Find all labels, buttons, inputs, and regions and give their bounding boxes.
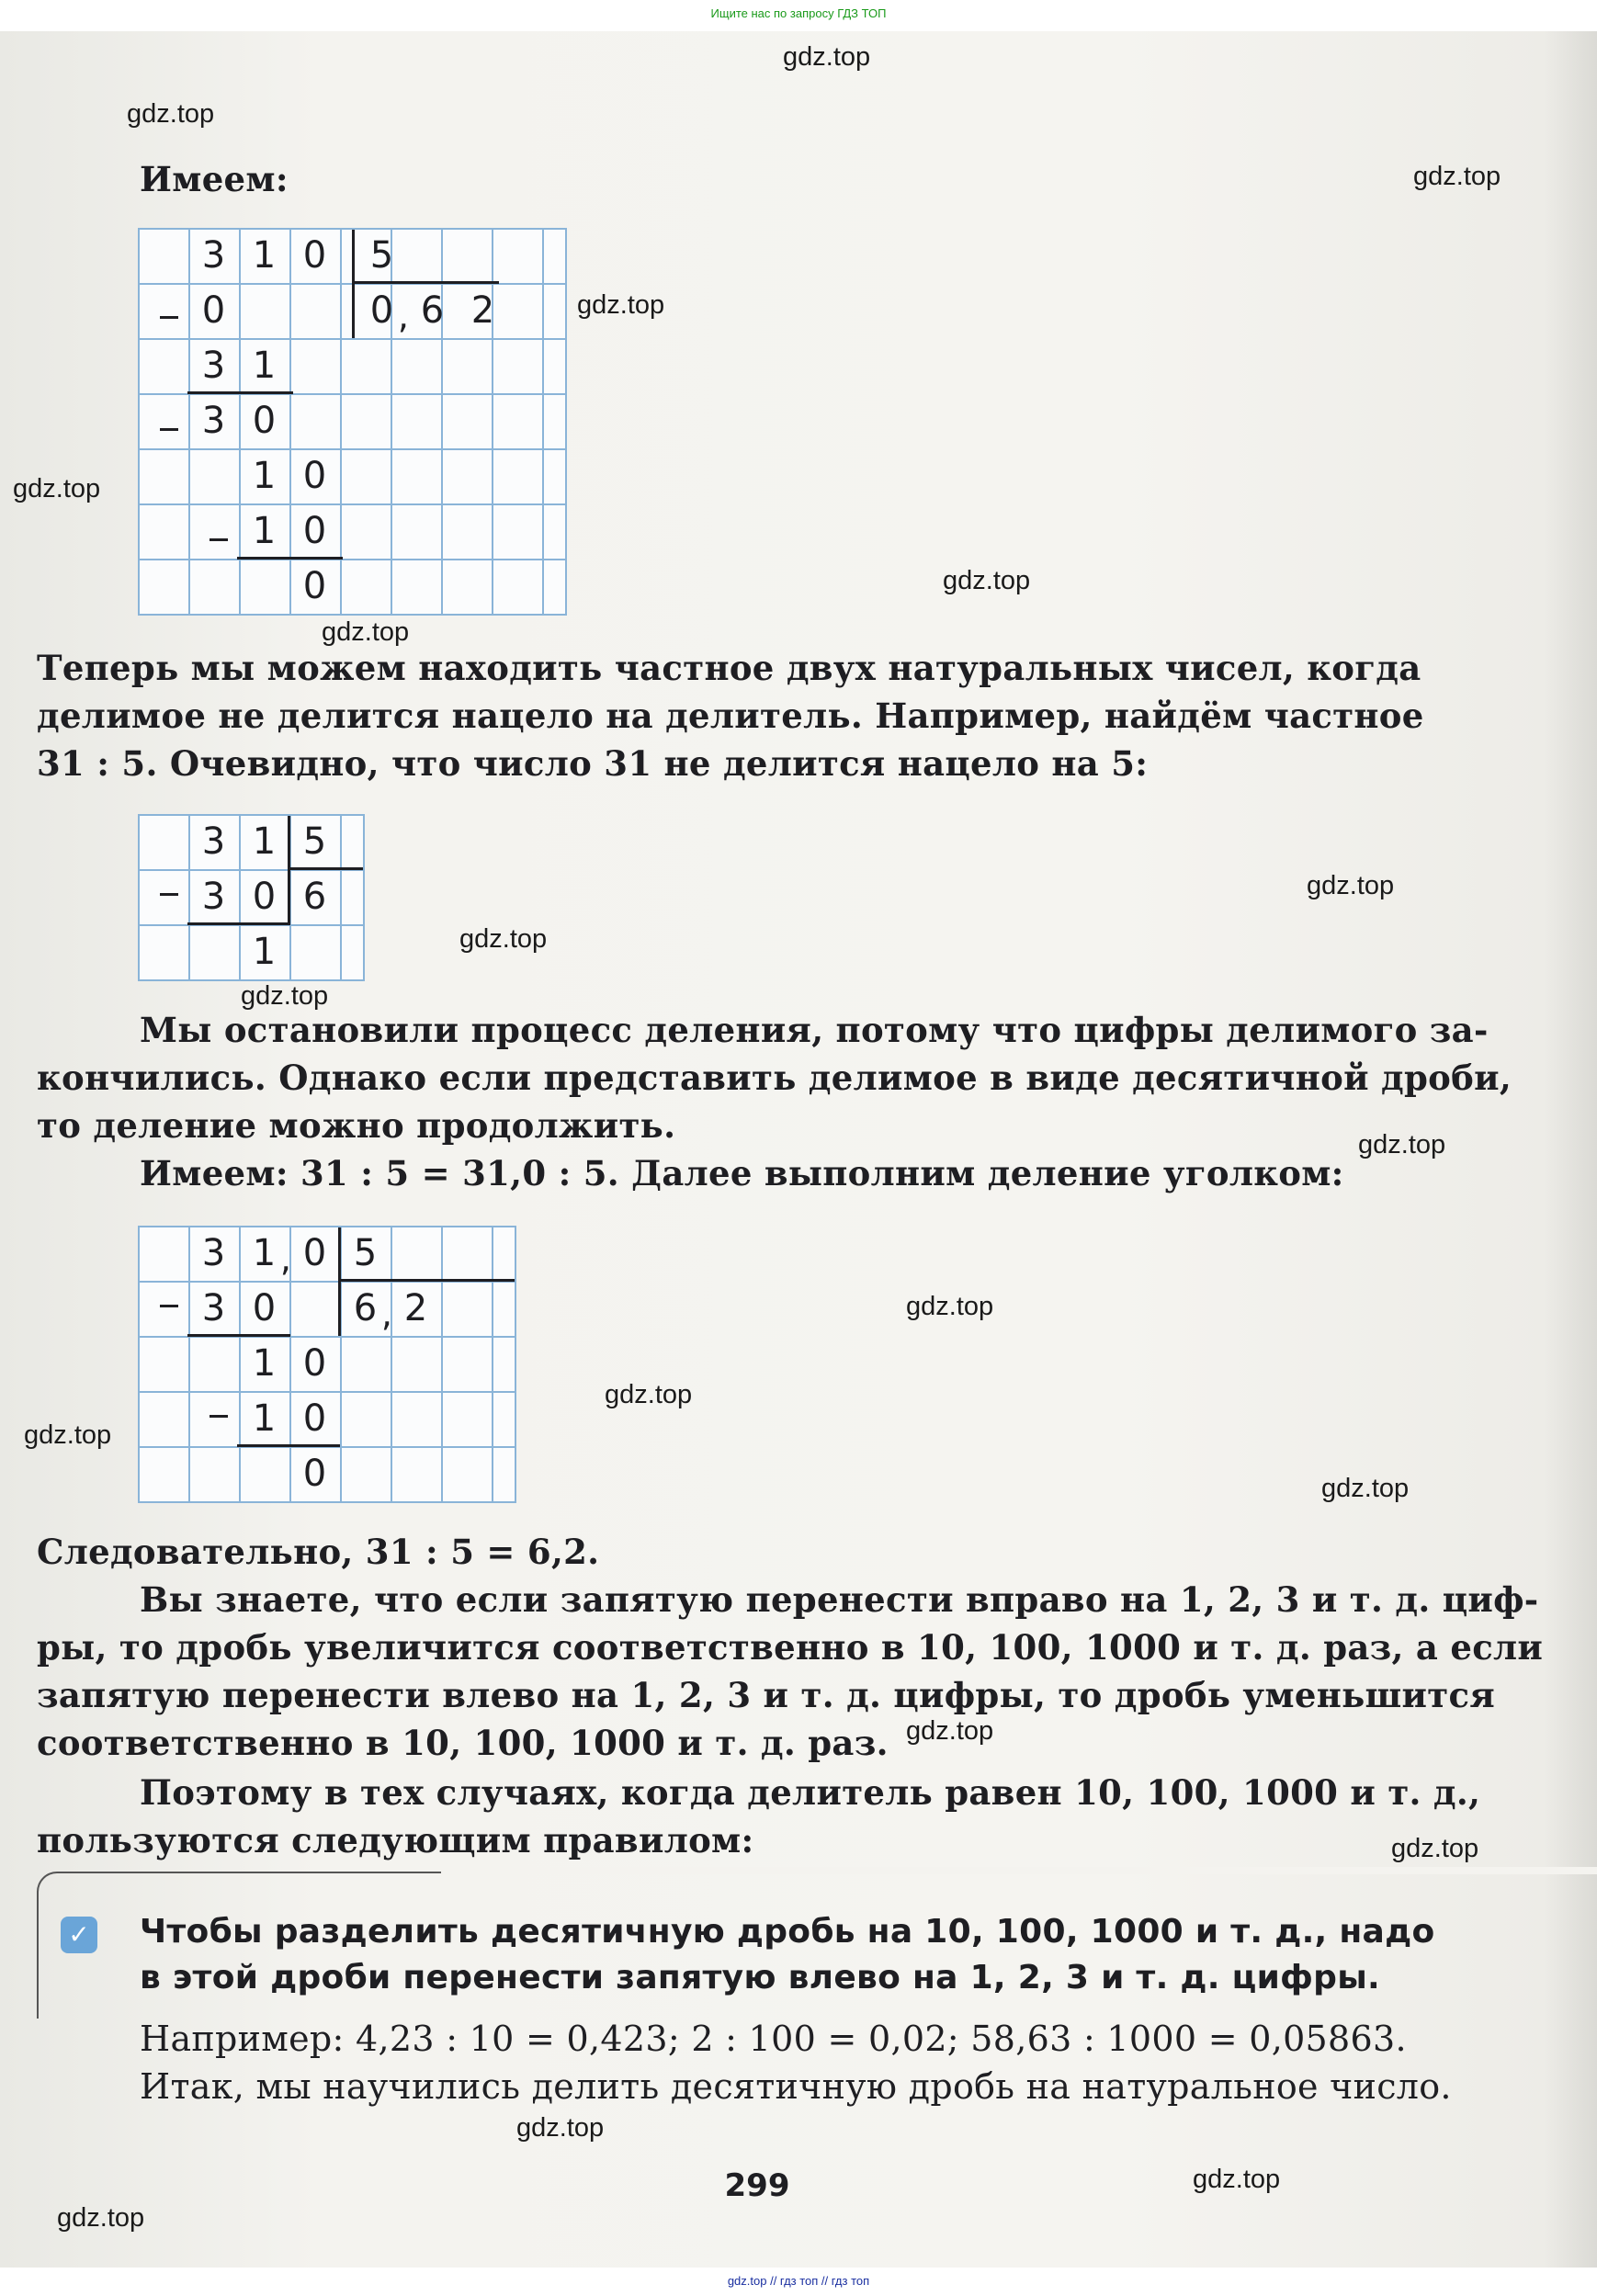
- rule-check-icon: ✓: [61, 1917, 97, 1953]
- watermark: gdz.top: [1193, 2165, 1281, 2194]
- watermark: gdz.top: [605, 1380, 693, 1409]
- divisor-bar: [288, 816, 290, 924]
- divisor-bar: [338, 1227, 341, 1336]
- digit: 6 ,: [340, 1281, 391, 1336]
- minus-sign: [160, 428, 178, 431]
- digit: 0: [201, 289, 226, 332]
- digit: 5: [369, 234, 394, 277]
- subtraction-line: [237, 557, 343, 560]
- digit: 0: [302, 234, 327, 277]
- digit: 0: [302, 1397, 327, 1440]
- text-intro: Имеем:: [140, 159, 289, 199]
- top-notice-text: Ищите нас по запросу ГДЗ ТОП: [710, 6, 887, 20]
- digit: 1: [252, 345, 277, 387]
- digit: 6: [420, 289, 445, 332]
- watermark: gdz.top: [1391, 1834, 1479, 1863]
- paragraph-line: соответственно в 10, 100, 1000 и т. д. раз.: [37, 1723, 889, 1763]
- digit: 0: [302, 510, 327, 552]
- paragraph-line: Следовательно, 31 : 5 = 6,2.: [37, 1532, 600, 1572]
- subtraction-line: [187, 1334, 290, 1337]
- minus-sign: [160, 1305, 178, 1307]
- digit: 0: [252, 1287, 277, 1329]
- digit: 3: [201, 1287, 226, 1329]
- paragraph-line: пользуются следующим правилом:: [37, 1820, 754, 1861]
- watermark: gdz.top: [577, 290, 665, 320]
- digit: 3: [201, 345, 226, 387]
- paragraph-line: Поэтому в тех случаях, когда делитель равен 10, 100, 1000 и т. д.,: [140, 1772, 1481, 1813]
- digit: 1: [252, 510, 277, 552]
- digit: 3: [201, 876, 226, 918]
- digit: 0: [302, 1342, 327, 1385]
- minus-sign: [160, 316, 178, 319]
- digit: 1 ,: [239, 1226, 289, 1281]
- digit: 0 ,: [357, 283, 407, 338]
- paragraph-line: запятую перенести влево на 1, 2, 3 и т. д. цифры, то дробь уменьшится: [37, 1675, 1495, 1715]
- digit: 1: [252, 931, 277, 973]
- example-line: Итак, мы научились делить десятичную дробь на натуральное число.: [140, 2066, 1452, 2107]
- paragraph-line: Мы остановили процесс деления, потому что цифры делимого за-: [140, 1010, 1489, 1050]
- digit: 0: [252, 400, 277, 442]
- bottom-notice-text: gdz.top // гдз топ // гдз топ: [727, 2274, 870, 2288]
- digit: 5: [302, 820, 327, 863]
- paragraph-line: ры, то дробь увеличится соответственно в 10, 100, 1000 и т. д. раз, а если: [37, 1627, 1544, 1668]
- watermark: gdz.top: [943, 566, 1031, 595]
- paragraph-line: делимое не делится нацело на делитель. Например, найдём частное: [37, 696, 1424, 736]
- watermark: gdz.top: [906, 1716, 994, 1746]
- rule-frame-gap: [441, 1867, 1597, 1874]
- minus-sign: [210, 1415, 228, 1418]
- division-grid-1: [138, 228, 567, 616]
- watermark: gdz.top: [127, 99, 215, 129]
- digit: 0: [302, 565, 327, 607]
- watermark: gdz.top: [1307, 871, 1395, 900]
- watermark: gdz.top: [241, 981, 329, 1011]
- watermark: gdz.top: [1358, 1130, 1446, 1159]
- watermark: gdz.top: [459, 924, 548, 954]
- subtraction-line: [187, 391, 293, 394]
- paragraph-line: кончились. Однако если представить делимое в виде десятичной дроби,: [37, 1058, 1512, 1098]
- paragraph-line: 31 : 5. Очевидно, что число 31 не делится нацело на 5:: [37, 743, 1149, 784]
- digit: 0: [302, 455, 327, 497]
- digit: 3: [201, 1232, 226, 1274]
- digit: 1: [252, 234, 277, 277]
- digit: 0: [302, 1453, 327, 1495]
- divisor-bar: [352, 230, 355, 338]
- subtraction-line: [187, 922, 290, 925]
- quotient-bar: [338, 1279, 515, 1282]
- minus-sign: [160, 893, 178, 896]
- digit: 1: [252, 455, 277, 497]
- watermark: gdz.top: [322, 617, 410, 647]
- division-grid-2: [138, 814, 365, 981]
- watermark: gdz.top: [1321, 1474, 1410, 1503]
- watermark: gdz.top: [516, 2113, 605, 2143]
- watermark: gdz.top: [906, 1292, 994, 1321]
- digit: 6: [302, 876, 327, 918]
- page-edge-shadow: [1544, 31, 1597, 2268]
- rule-line: в этой дроби перенести запятую влево на 1, 2, 3 и т. д. цифры.: [140, 1959, 1381, 1996]
- watermark: gdz.top: [57, 2203, 145, 2233]
- watermark: gdz.top: [783, 42, 871, 72]
- bottom-notice-bar: [0, 2268, 1597, 2296]
- digit: 1: [252, 1397, 277, 1440]
- digit: 3: [201, 400, 226, 442]
- watermark: gdz.top: [1413, 162, 1501, 191]
- watermark: gdz.top: [24, 1420, 112, 1450]
- digit: 3: [201, 234, 226, 277]
- digit: 2: [403, 1287, 428, 1329]
- digit: 3: [201, 820, 226, 863]
- example-line: Например: 4,23 : 10 = 0,423; 2 : 100 = 0,02; 58,63 : 1000 = 0,05863.: [140, 2019, 1407, 2059]
- paragraph-line: Теперь мы можем находить частное двух натуральных чисел, когда: [37, 648, 1421, 688]
- digit: 0: [302, 1232, 327, 1274]
- minus-sign: [210, 538, 228, 541]
- top-notice-bar: [0, 0, 1597, 31]
- digit: 1: [252, 820, 277, 863]
- division-grid-3: [138, 1226, 516, 1503]
- rule-line: Чтобы разделить десятичную дробь на 10, 100, 1000 и т. д., надо: [140, 1913, 1435, 1951]
- digit: 0: [252, 876, 277, 918]
- digit: 5: [353, 1232, 378, 1274]
- quotient-bar: [352, 281, 499, 284]
- digit: 2: [470, 289, 495, 332]
- page-number: 299: [724, 2167, 790, 2204]
- textbook-page: [0, 31, 1597, 2268]
- paragraph-line: то деление можно продолжить.: [37, 1105, 676, 1146]
- paragraph-line: Вы знаете, что если запятую перенести вправо на 1, 2, 3 и т. д. циф-: [140, 1579, 1539, 1620]
- quotient-bar: [288, 867, 363, 870]
- watermark: gdz.top: [13, 474, 101, 503]
- digit: 1: [252, 1342, 277, 1385]
- paragraph-line: Имеем: 31 : 5 = 31,0 : 5. Далее выполним деление уголком:: [140, 1153, 1344, 1193]
- subtraction-line: [237, 1444, 340, 1447]
